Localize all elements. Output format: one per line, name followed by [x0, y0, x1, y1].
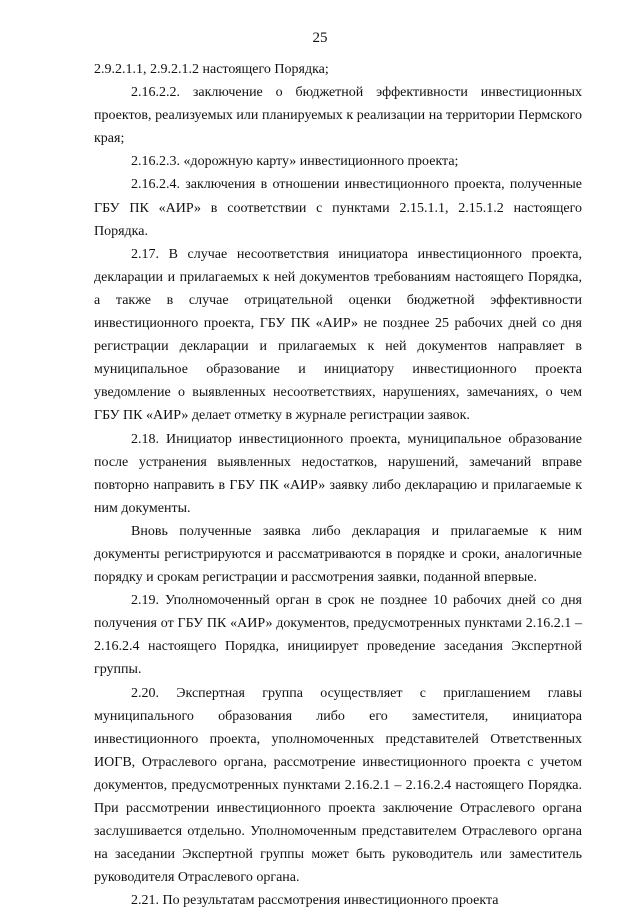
document-body	[94, 58, 582, 912]
paragraph-2-18: 2.18. Инициатор инвестиционного проекта, муниципальное образование после устранения выявленных недостатков, нарушений, замечаний вправе повторно направить в ГБУ ПК «АИР» заявку либо декларацию и прилагаемые к ним документы.	[94, 431, 582, 516]
paragraph-2-19: 2.19. Уполномоченный орган в срок не позднее 10 рабочих дней со дня получения от ГБУ ПК «АИР» документов, предусмотренных пунктами 2.16.2.1 – 2.16.2.4 настоящего Порядка, инициирует проведение заседания Экспертной группы.	[94, 593, 582, 678]
paragraph-2-21: 2.21. По результатам рассмотрения инвестиционного проекта	[131, 893, 499, 909]
paragraph-2-18-cont: Вновь полученные заявка либо декларация и прилагаемые к ним документы регистрируются и рассматриваются в порядке и сроки, аналогичные порядку и срокам регистрации и рассмотрения заявки, поданной впервые.	[94, 523, 582, 586]
paragraph-2-16-2-4: 2.16.2.4. заключения в отношении инвестиционного проекта, полученные ГБУ ПК «АИР» в соответствии с пунктами 2.15.1.1, 2.15.1.2 настоящего Порядка.	[94, 177, 582, 239]
paragraph-2-17: 2.17. В случае несоответствия инициатора инвестиционного проекта, декларации и прилагаемых к ней документов требованиям настоящего Порядка, а также в случае отрицательной оценки бюджетной эффективности инвестиционного проекта, ГБУ ПК «АИР» не позднее 25 рабочих дней со дня регистрации декларации и прилагаемых к ней документов направляет в муниципальное образование и инициатору инвестиционного проекта уведомление о выявленных несоответствиях, нарушениях, замечаниях, о чем ГБУ ПК «АИР» делает отметку в журнале регистрации заявок.	[94, 246, 582, 424]
paragraph-continuation: 2.9.2.1.1, 2.9.2.1.2 настоящего Порядка;	[94, 62, 329, 77]
paragraph-2-20: 2.20. Экспертная группа осуществляет с приглашением главы муниципального образования либо его заместителя, инициатора инвестиционного проекта, уполномоченных представителей Ответственных ИОГВ, Отраслевого органа, рассмотрение инвестиционного проекта с учетом документов, предусмотренных пунктами 2.16.2.1 – 2.16.2.4 настоящего Порядка. При рассмотрении инвестиционного проекта заключение Отраслевого органа заслушивается отдельно. Уполномоченным представителем Отраслевого органа на заседании Экспертной группы может быть руководитель или заместитель руководителя Отраслевого органа.	[94, 685, 582, 886]
page-number: 25	[312, 30, 328, 46]
paragraph-2-16-2-2: 2.16.2.2. заключение о бюджетной эффективности инвестиционных проектов, реализуемых или планируемых к реализации на территории Пермского края;	[94, 85, 582, 147]
paragraph-2-16-2-3: 2.16.2.3. «дорожную карту» инвестиционного проекта;	[131, 154, 459, 170]
